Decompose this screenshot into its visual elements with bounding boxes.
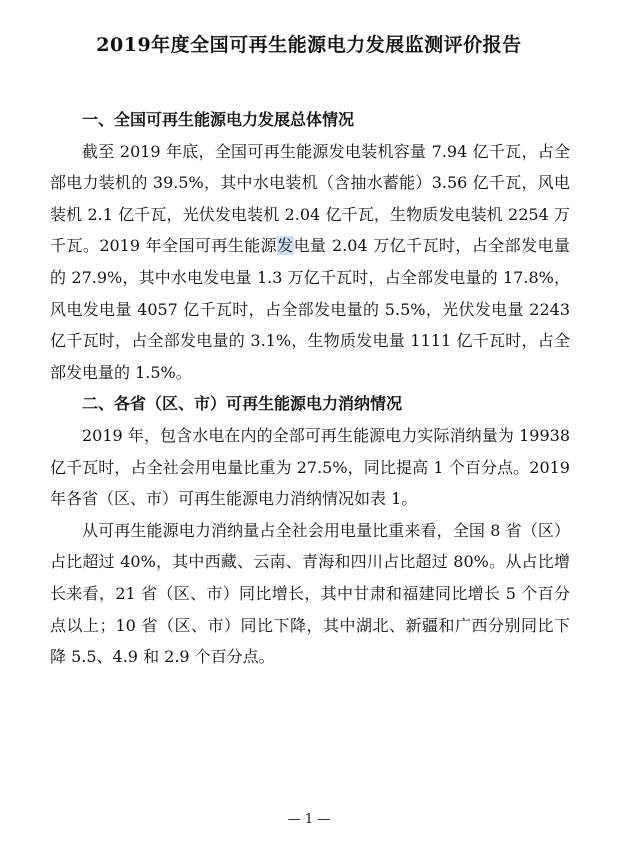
- section-1-paragraph: [50, 136, 570, 389]
- section-2-paragraph-2: 从可再生能源电力消纳量占全社会用电量比重来看，全国 8 省（区）占比超过 40%，其中西藏、云南、青海和四川占比超过 80%。从占比增长来看，21 省（区、市）同比增长，其中甘肃和福建同比增长 5 个百分点以上；10 省（区、市）同比下降，其中湖北、新疆和广西分别同比下降 5.5、4.9 和 2.9 个百分点。: [50, 520, 570, 667]
- text-selection-highlight[interactable]: 发: [277, 236, 294, 256]
- section-2-heading: 二、各省（区、市）可再生能源电力消纳情况: [82, 394, 403, 414]
- paragraph-text: 电量 2.04 万亿千瓦时，占全部发电量的 27.9%，其中水电发电量 1.3 万亿千瓦时，占全部发电量的 17.8%，风电发电量 4057 亿千瓦时，占全部发电量的 5.5%，光伏发电量 2243 亿千瓦时，占全部发电量的 3.1%，生物质发电量 1111 亿千瓦时，占全部发电量的 1.5%。: [50, 236, 570, 382]
- document-title: 2019年度全国可再生能源电力发展监测评价报告: [96, 34, 522, 56]
- section-2-paragraph-1: 2019 年，包含水电在内的全部可再生能源电力实际消纳量为 19938 亿千瓦时，占全社会用电量比重为 27.5%，同比提高 1 个百分点。2019 年各省（区、市）可再生能源电力消纳情况如表 1。: [50, 425, 570, 509]
- paragraph-text: 截至 2019 年底，全国可再生能源发电装机容量 7.94 亿千瓦，占全部电力装机的 39.5%，其中水电装机（含抽水蓄能）3.56 亿千瓦，风电装机 2.1 亿千瓦，光伏发电装机 2.04 亿千瓦，生物质发电装机 2254 万千瓦。2019 年全国可再生能源: [50, 141, 570, 256]
- page-number: — 1 —: [287, 812, 331, 827]
- section-1: [50, 104, 570, 673]
- section-1-heading: 一、全国可再生能源电力发展总体情况: [82, 110, 355, 129]
